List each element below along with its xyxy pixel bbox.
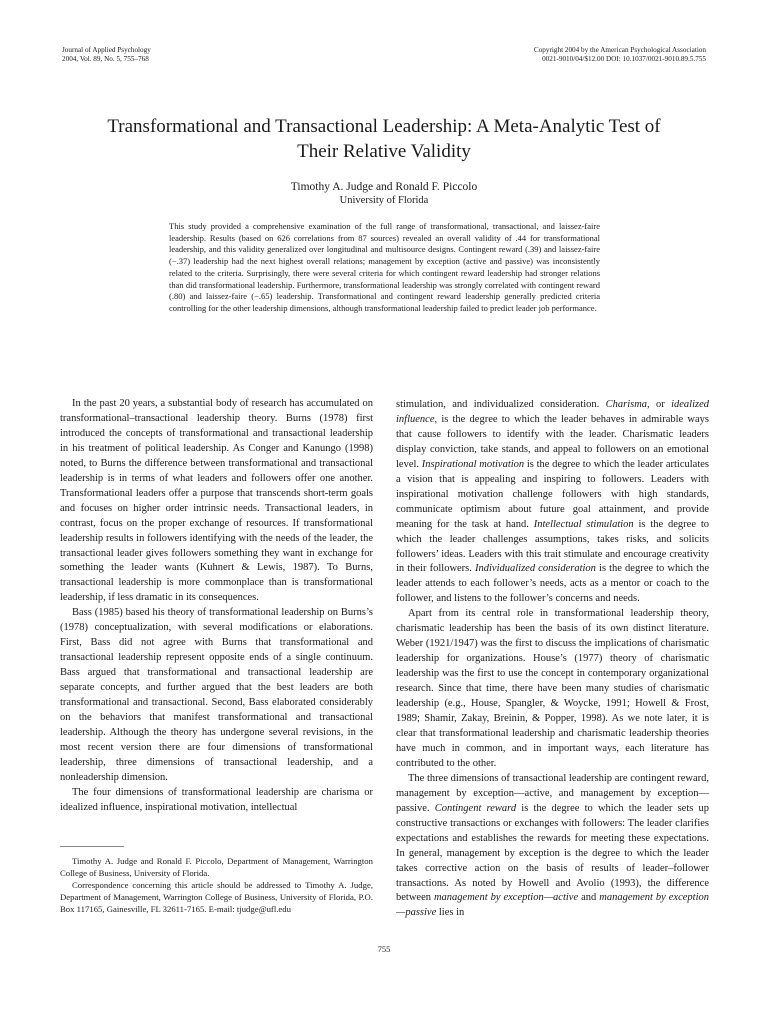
copyright-line: Copyright 2004 by the American Psychological Association bbox=[533, 46, 706, 54]
paragraph: In the past 20 years, a substantial body of research has accumulated on transformational–transactional leadership theory. Burns (1978) first introduced the concepts of transformational and transactional leadership in his treatment of political leadership. As Conger and Kanungo (1998) noted, to Burns the difference between transformational and transactional leadership is in terms of what leaders and followers offer one another. Transformational leaders offer a purpose that transcends short-term goals and focuses on higher order intrinsic needs. Transactional leaders, in contrast, focus on the proper exchange of resources. If transformational leadership results in followers identifying with the needs of the leader, the transactional leader gives followers something they want in exchange for something the leader wants (Kuhnert & Lewis, 1987). To Burns, transactional leadership is more commonplace than is transformational leadership, if less dramatic in its consequences. bbox=[60, 398, 373, 604]
author-names: Timothy A. Judge and Ronald F. Piccolo bbox=[290, 181, 478, 193]
author-affiliation: University of Florida bbox=[339, 195, 429, 206]
text-run: stimulation, and individualized consideration. bbox=[396, 399, 606, 410]
text-run: is the degree to which the leader challenges assumptions, takes risks, and solicits followers’ ideas. Leaders with this trait stimulate and encourage creativity in their followers. bbox=[396, 518, 709, 575]
footnote-affiliation: Timothy A. Judge and Ronald F. Piccolo, Department of Management, Warrington College of Business, University of Florida. bbox=[60, 856, 373, 878]
paragraph bbox=[396, 398, 709, 607]
text-run: lies in bbox=[436, 907, 465, 919]
doi-line: 0021-9010/04/$12.00 DOI: 10.1037/0021-9010.89.5.755 bbox=[542, 55, 706, 63]
footnote-correspondence: Correspondence concerning this article should be addressed to Timothy A. Judge, Department of Management, Warrington College of Business, University of Florida, P.O. Box 117165, Gainesville, FL 32611-7165. E-mail: tjudge@ufl.edu bbox=[60, 879, 373, 914]
text-run: is the degree to which the leader attends to each follower’s needs, acts as a mentor or coach to the follower, and listens to the follower’s concerns and needs. bbox=[396, 563, 709, 605]
term-charisma: Charisma bbox=[605, 399, 648, 410]
title-line-1: Transformational and Transactional Leadership: A Meta-Analytic Test of bbox=[107, 116, 661, 137]
text-run: , or bbox=[647, 399, 672, 410]
text-run: , is the degree to which the leader behaves in admirable ways that cause followers to identify with the leader. Charismatic leaders display conviction, take stands, and appeal to followers on an emotional level. bbox=[396, 413, 709, 470]
text-run: is the degree to which the leader articulates a vision that is appealing and inspiring to followers. Leaders with inspirational motivation challenge followers with high standards, communicate optimism about future goal attainment, and provide meaning for the task at hand. bbox=[396, 458, 710, 530]
text-run: is the degree to which the leader sets up constructive transactions or exchanges with followers: The leader clarifies expectations and establishes the rewards for meeting these expectations. In general, management by exception is the degree to which the leader takes corrective action on the basis of results of leader–follower transactions. As noted by Howell and Avolio (1993), the difference between bbox=[396, 802, 710, 904]
author-note bbox=[60, 856, 373, 916]
abstract: This study provided a comprehensive examination of the full range of transformational, transactional, and laissez-faire leadership. Results (based on 626 correlations from 87 sources) revealed an overall validity of .44 for transformational leadership, and this validity generalized over longitudinal and multisource designs. Contingent reward (.39) and laissez-faire (−.37) leadership had the next highest overall relations; management by exception (active and passive) was inconsistently related to the criteria. Surprisingly, there were several criteria for which contingent reward leadership had stronger relations than did transformational leadership. Furthermore, transformational leadership was strongly correlated with contingent reward (.80) and laissez-faire (−.65) leadership. Transformational and contingent reward leadership generally predicted criteria controlling for the other leadership dimensions, although transformational leadership failed to predict leader job performance. bbox=[169, 221, 600, 313]
journal-name: Journal of Applied Psychology bbox=[62, 46, 151, 54]
paragraph: Bass (1985) based his theory of transformational leadership on Burns’s (1978) conceptualization, with several modifications or elaborations. First, Bass did not agree with Burns that transformational and transactional leadership represent opposite ends of a single continuum. Bass argued that transformational and transactional leadership are separate concepts, and further argued that the best leaders are both transformational and transactional. Second, Bass elaborated considerably on the behaviors that manifest transformational and transactional leadership. Although the theory has undergone several revisions, in the most recent version there are four dimensions of transformational leadership, three dimensions of transactional leadership, and a nonleadership dimension. bbox=[60, 607, 373, 783]
journal-header bbox=[62, 46, 151, 64]
term-idealized-influence: idealized influence bbox=[396, 399, 709, 425]
copyright-header bbox=[534, 46, 706, 64]
term-intellectual-stimulation: Intellectual stimulation bbox=[533, 518, 634, 530]
term-mbe-passive: management by exception—passive bbox=[396, 892, 709, 919]
right-column bbox=[396, 398, 709, 921]
paragraph: The four dimensions of transformational leadership are charisma or idealized influence, inspirational motivation, intellectual bbox=[60, 786, 373, 813]
title-line-2: Their Relative Validity bbox=[297, 141, 471, 162]
term-contingent-reward: Contingent reward bbox=[434, 802, 517, 814]
paper-title bbox=[60, 114, 708, 164]
paragraph bbox=[396, 772, 709, 922]
term-inspirational-motivation: Inspirational motivation bbox=[421, 458, 525, 470]
paragraph: Apart from its central role in transformational leadership theory, charismatic leadership has been the basis of its own distinct literature. Weber (1921/1947) was the first to discuss the implications of charismatic leadership for organizations. House’s (1977) theory of charismatic leadership was the first to use the concept in contemporary organizational research. Since that time, there have been many studies of charismatic leadership (e.g., House, Spangler, & Woycke, 1991; Howell & Frost, 1989; Shamir, Zakay, Breinin, & Popper, 1998). As we note later, it is clear that transformational leadership and charismatic leadership theories have much in common, and in important ways, each literature has contributed to the other. bbox=[396, 608, 709, 769]
text-run: and bbox=[578, 892, 600, 904]
text-run: The three dimensions of transactional leadership are contingent reward, management by exception—active, and management by exception—passive. bbox=[396, 772, 709, 814]
journal-volume: 2004, Vol. 89, No. 5, 755–768 bbox=[62, 55, 149, 63]
term-mbe-active: management by exception—active bbox=[433, 892, 579, 904]
left-column bbox=[60, 397, 373, 816]
term-individualized-consideration: Individualized consideration bbox=[475, 563, 596, 575]
page-number: 755 bbox=[377, 944, 391, 954]
footnote-divider bbox=[60, 846, 124, 847]
